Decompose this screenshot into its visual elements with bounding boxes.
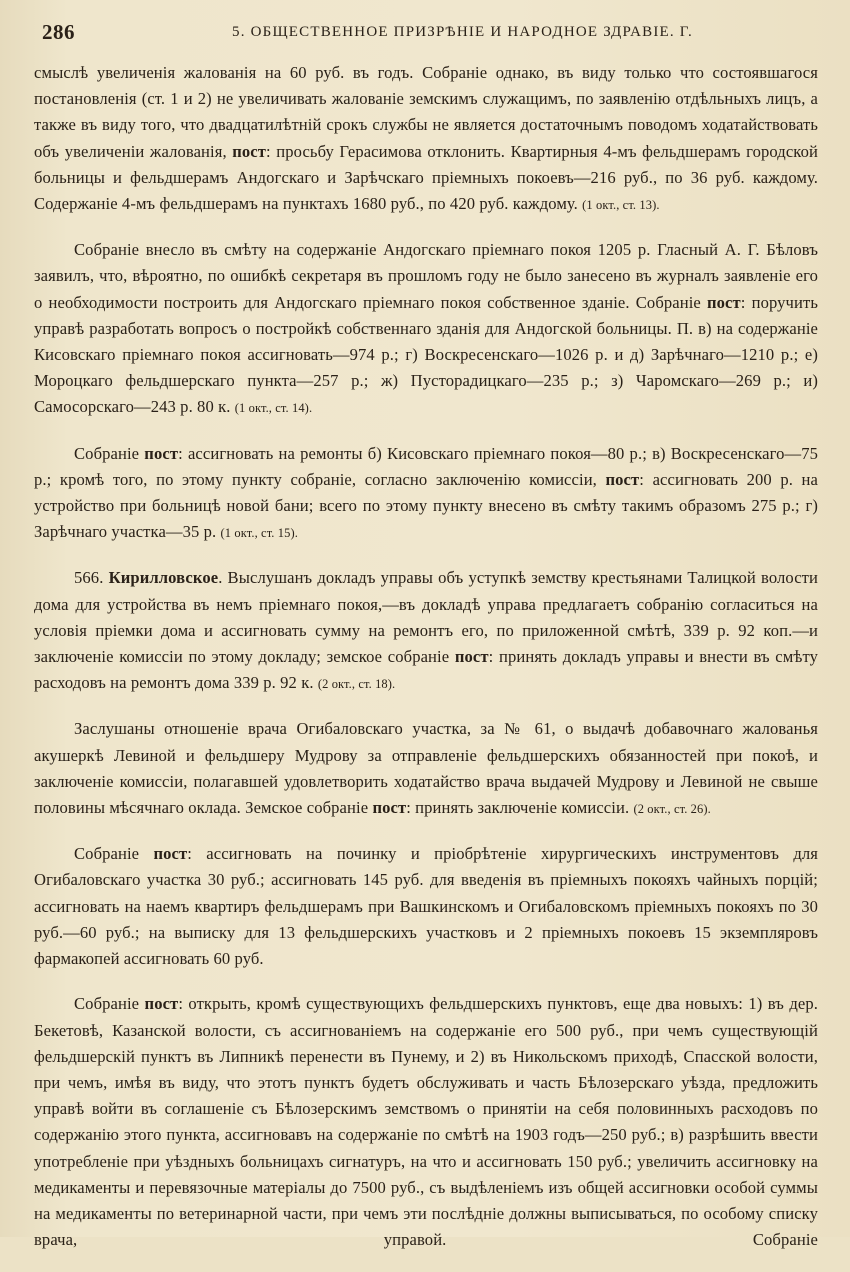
session-reference: (2 окт., ст. 18). (317, 677, 396, 692)
paragraph-text: : ассигновать 200 р. на устройство при больницѣ новой бани; всего по этому пункту внесено въ смѣту такимъ образомъ 275 р.; г) Зарѣчнаго участка—35 р. (34, 469, 818, 542)
paragraph-text: Собраніе внесло въ смѣту на содержаніе Андогскаго пріемнаго покоя 1205 р. Гласный А. Г. Бѣловъ заявилъ, что, вѣроятно, по ошибкѣ секретаря въ прошломъ году не было занесено въ журналъ заявленіе его о необходимости построить для Андогскаго пріемнаго покоя собственное зданіе. Собраніе (34, 240, 818, 312)
paragraph-text: : ассигновать на ремонты б) Кисовскаго пріемнаго покоя—80 р.; в) Воскресенскаго—75 р.; кромѣ того, по этому пункту собраніе, согласно заключенію комиссіи, (34, 443, 818, 489)
page-number: 286 (42, 20, 75, 44)
paragraph-text: : открыть, кромѣ существующихъ фельдшерскихъ пунктовъ, еще два новыхъ: 1) въ дер. Бекетовѣ, Казанской волости, съ ассигнованіемъ на содержаніе его 500 руб., при чемъ существующій фельдшерскій пунктъ въ Липникѣ перенести въ Пунему, и 2) въ Никольскомъ приходѣ, Спасской волости, при чемъ, имѣя въ виду, что этотъ пунктъ будетъ обслуживать и часть Бѣлозерскаго уѣзда, предложить управѣ войти въ соглашеніе съ Бѣлозерскимъ земствомъ о принятіи на себя половинныхъ расходовъ по содержанію этого пункта, ассигновавъ на содержаніе по смѣтѣ на 1903 годъ—250 руб.; в) разрѣшить ввести употребленіе при уѣздныхъ больницахъ сигнатуръ, на что и ассигновать 150 руб.; увеличить ассигновку на медикаменты и перевязочные матеріалы до 7500 руб., съ выдѣленіемъ изъ общей ассигновки особой суммы на медикаменты по ветеринарной части, при чемъ эти послѣдніе должны выписываться, по особому списку врача, управой. Собраніе (34, 994, 819, 1250)
resolution-abbr: пост (372, 798, 407, 818)
body-text (34, 60, 818, 1272)
paragraph-text: . Выслушанъ докладъ управы объ уступкѣ земству крестьянами Талицкой волости дома для устройства въ немъ пріемнаго покоя,—въ докладѣ управа предлагаетъ собранію согласиться на условія пріемки дома и ассигновать сумму на ремонтъ его, по приложенной смѣтѣ, 339 р. 92 коп.—и заключеніе комиссіи по этому докладу; земское собраніе (34, 568, 818, 667)
resolution-abbr: пост (144, 994, 179, 1014)
article-number: 566. (74, 568, 104, 588)
paragraph-text: : принять заключеніе комиссіи. (406, 798, 630, 818)
paragraph-text: : просьбу Герасимова отклонить. Квартирныя 4-мъ фельдшерамъ городской больницы и фельдшерамъ Андогскаго и Зарѣчскаго пріемныхъ покоевъ—216 руб., по 36 руб. каждому. Содержаніе 4-мъ фельдшерамъ на пунктахъ 1680 руб., по 420 руб. каждому. (34, 141, 818, 214)
paragraph-7 (34, 991, 818, 1253)
district-headword: Кирилловское (108, 568, 219, 588)
paragraph-text: Собраніе (74, 443, 140, 463)
paragraph-5 (34, 716, 818, 822)
paragraph-text: Заслушаны отношеніе врача Огибаловскаго участка, за № 61, о выдачѣ добавочнаго жалованья акушеркѣ Левиной и фельдшеру Мудрову за отправленіе фельдшерскихъ обязанностей при покоѣ, и заключеніе комиссіи, полагавшей удовлетворить ходатайство врача выдачей Мудрову и Левиной не свыше половины мѣсячнаго оклада. Земское собраніе (34, 719, 818, 818)
session-reference: (1 окт., ст. 13). (582, 198, 660, 213)
resolution-abbr: пост (144, 443, 179, 463)
resolution-abbr: пост (153, 844, 188, 864)
resolution-abbr: пост (232, 141, 267, 161)
resolution-abbr: пост (605, 469, 640, 489)
paragraph-4 (34, 565, 818, 697)
paragraph-text: Собраніе (74, 844, 140, 864)
paragraph-6 (34, 841, 818, 972)
paragraph-text: : ассигновать на починку и пріобрѣтеніе хирургическихъ инструментовъ для Огибаловскаго участка 30 руб.; ассигновать 145 руб. для введенія въ пріемныхъ покояхъ чайныхъ порцій; ассигновать на наемъ квартиръ фельдшерамъ при Вашкинскомъ и Огибаловскомъ пріемныхъ покояхъ по 30 руб.—60 руб.; на выписку для 13 фельдшерскихъ участковъ и 2 пріемныхъ покоевъ 15 экземпляровъ фармакопей ассигновать 60 руб. (34, 844, 818, 969)
session-reference: (1 окт., ст. 15). (220, 526, 298, 541)
running-title: 5. ОБЩЕСТВЕННОЕ ПРИЗРѢНІЕ И НАРОДНОЕ ЗДРАВІЕ. Г. (232, 24, 693, 40)
session-reference: (2 окт., ст. 26). (633, 802, 711, 817)
paragraph-text: Собраніе (74, 994, 140, 1014)
paragraph-text: : поручить управѣ разработать вопросъ о постройкѣ собственнаго зданія для Андогской больницы. П. в) на содержаніе Кисовскаго пріемнаго покоя ассигновать—974 р.; г) Воскресенскаго—1026 р. и д) Зарѣчнаго—1210 р.; е) Мороцкаго фельдшерскаго пункта—257 р.; ж) Пусторадицкаго—235 р.; з) Чаромскаго—269 р.; и) Самосорскаго—243 р. 80 к. (34, 292, 818, 417)
page-header (34, 20, 824, 48)
paragraph-text: : принять докладъ управы и внести въ смѣту расходовъ на ремонтъ дома 339 р. 92 к. (34, 647, 818, 693)
session-reference: (1 окт., ст. 14). (234, 401, 313, 416)
resolution-abbr: пост (707, 292, 741, 312)
resolution-abbr: пост (454, 647, 489, 667)
paragraph-1 (34, 60, 818, 218)
paragraph-text: смыслѣ увеличенія жалованія на 60 руб. въ годъ. Собраніе однако, въ виду только что состоявшагося постановленія (ст. 1 и 2) не увеличивать жалованіе земскимъ служащимъ, по заявленію отдѣльныхъ лицъ, а также въ виду того, что двадцатилѣтній срокъ службы не является достаточнымъ поводомъ ходатайствовать объ увеличеніи жалованія, (34, 63, 818, 161)
paragraph-3 (34, 441, 818, 547)
paragraph-2 (34, 237, 818, 421)
